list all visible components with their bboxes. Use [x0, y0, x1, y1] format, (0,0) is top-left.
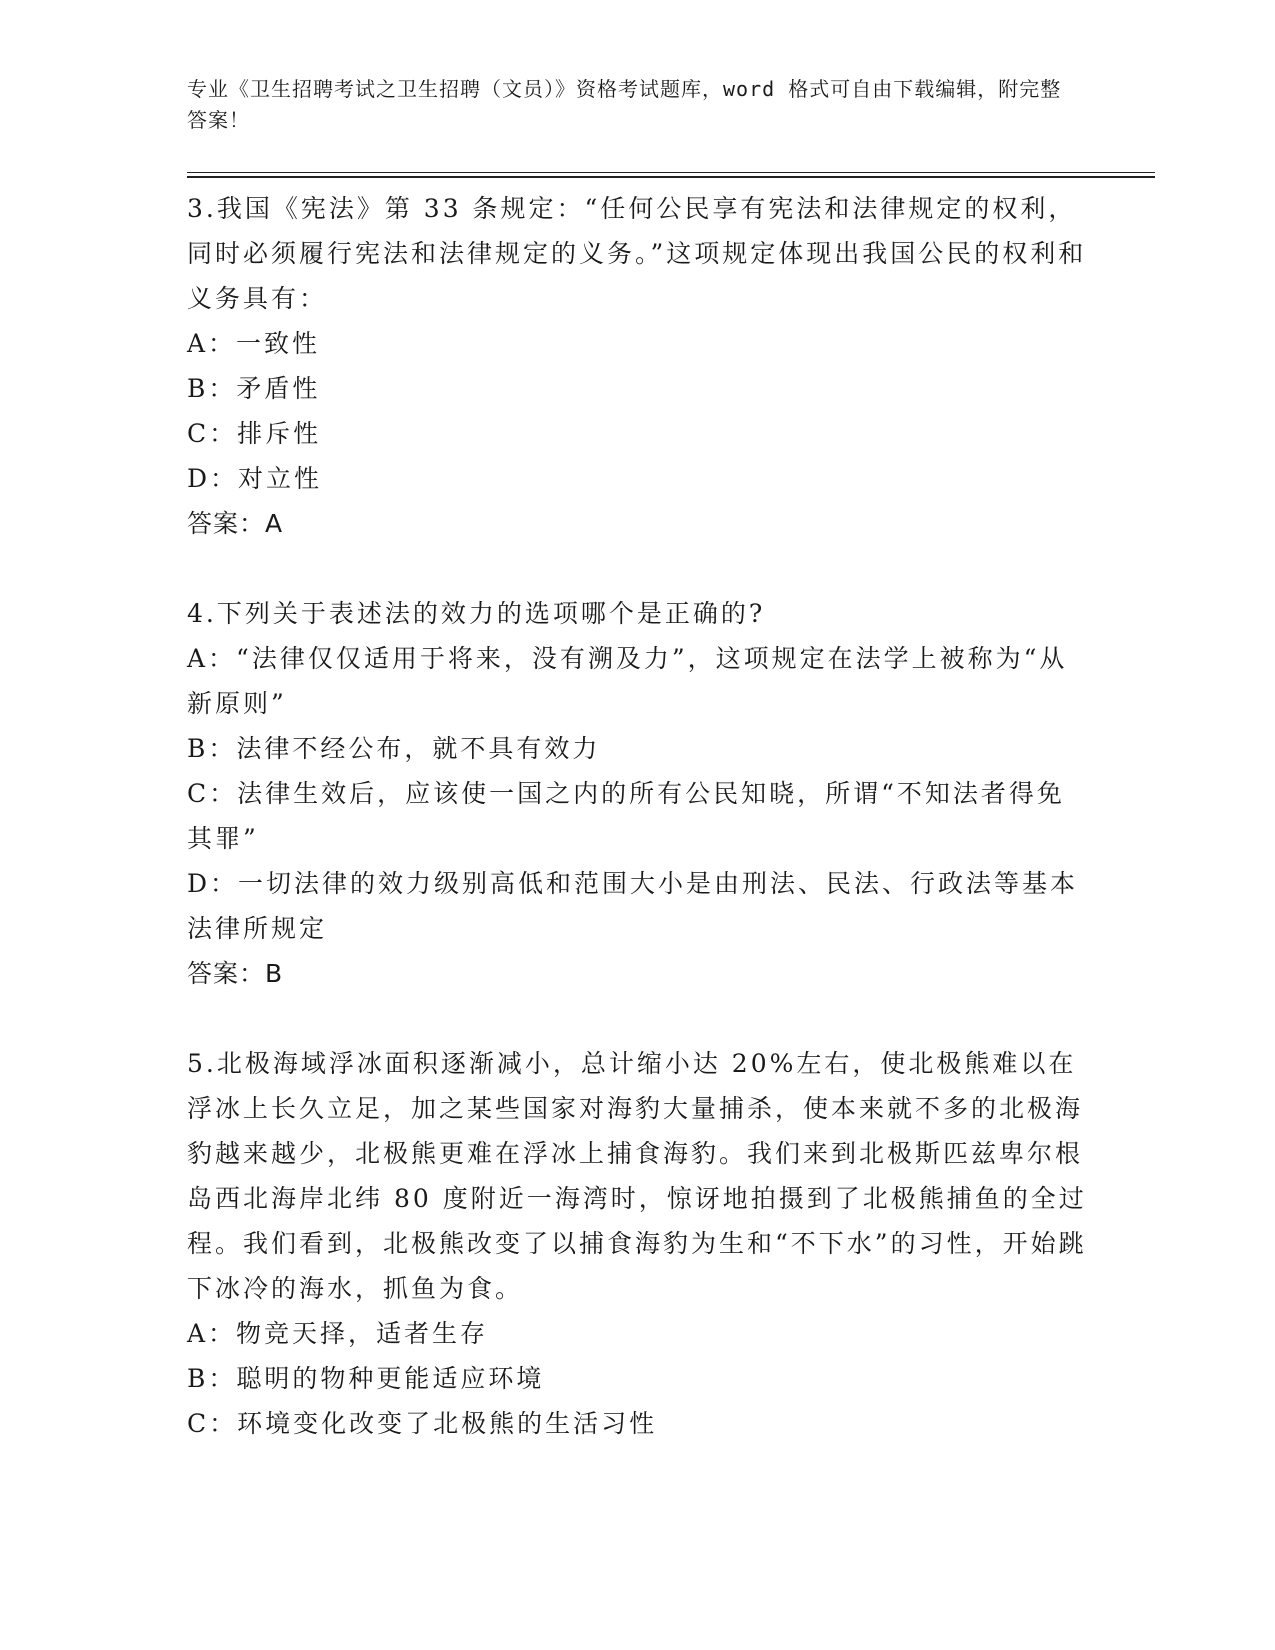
question-stem: 5.北极海域浮冰面积逐渐减小，总计缩小达 20%左右，使北极熊难以在浮冰上长久立足，加之某些国家对海豹大量捕杀，使本来就不多的北极海豹越来越少，北极熊更难在浮冰上捕食海豹。我们来到北极斯匹兹卑尔根岛西北海岸北纬 80 度附近一海湾时，惊讶地拍摄到了北极熊捕鱼的全过程。我们看到，北极熊改变了以捕食海豹为生和“不下水”的习性，开始跳下冰冷的海水，抓鱼为食。: [187, 1049, 1087, 1303]
option-a: A：物竞天择，适者生存: [187, 1319, 489, 1348]
option-d: D：对立性: [187, 464, 323, 493]
option-b: B：聪明的物种更能适应环境: [187, 1364, 545, 1393]
answer-label: 答案：A: [187, 509, 284, 538]
option-b: B：矛盾性: [187, 374, 321, 403]
header-divider-thin: [187, 172, 1155, 173]
question-list: [187, 186, 1087, 1446]
document-header: 专业《卫生招聘考试之卫生招聘（文员）》资格考试题库，word 格式可自由下载编辑，附完整答案！: [187, 77, 1062, 132]
option-b: B：法律不经公布，就不具有效力: [187, 734, 601, 763]
option-c: C：环境变化改变了北极熊的生活习性: [187, 1409, 658, 1438]
option-c: C：法律生效后，应该使一国之内的所有公民知晓，所谓“不知法者得免其罪”: [187, 779, 1065, 853]
question-spacer: [187, 996, 1087, 1041]
question-stem: 3.我国《宪法》第 33 条规定：“任何公民享有宪法和法律规定的权利，同时必须履行宪法和法律规定的义务。”这项规定体现出我国公民的权利和义务具有：: [187, 194, 1087, 313]
option-d: D：一切法律的效力级别高低和范围大小是由刑法、民法、行政法等基本法律所规定: [187, 869, 1079, 943]
option-c: C：排斥性: [187, 419, 322, 448]
option-a: A：“法律仅仅适用于将来，没有溯及力”，这项规定在法学上被称为“从新原则”: [187, 644, 1068, 718]
question-5: [187, 1041, 1087, 1446]
answer-label: 答案：B: [187, 959, 284, 988]
option-a: A：一致性: [187, 329, 321, 358]
question-4: [187, 591, 1087, 996]
question-3: [187, 186, 1087, 546]
question-spacer: [187, 546, 1087, 591]
question-stem: 4.下列关于表述法的效力的选项哪个是正确的?: [187, 599, 766, 628]
header-divider-thick: [187, 176, 1155, 178]
